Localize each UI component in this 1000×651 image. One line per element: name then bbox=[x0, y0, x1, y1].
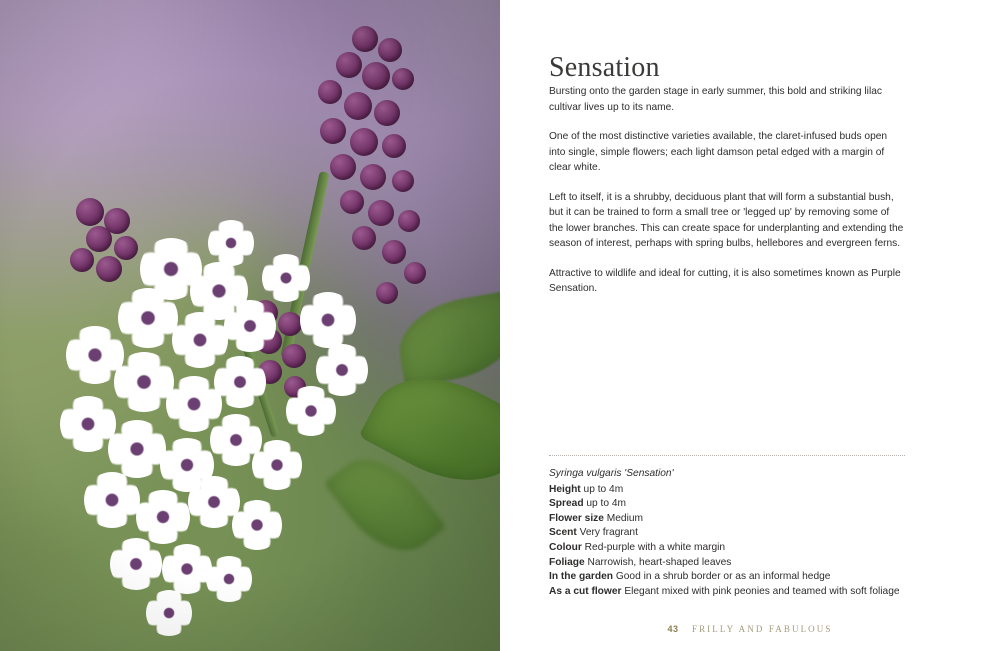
fact-key: Height bbox=[549, 483, 581, 495]
dotted-divider bbox=[549, 455, 905, 456]
lilac-bloom bbox=[110, 538, 162, 590]
flower-bud bbox=[376, 282, 398, 304]
fact-value: up to 4m bbox=[586, 498, 627, 510]
lilac-bloom bbox=[208, 220, 254, 266]
plant-fact-box bbox=[549, 455, 905, 599]
flower-bud bbox=[86, 226, 112, 252]
page-number: 43 bbox=[667, 624, 679, 634]
flower-bud bbox=[114, 236, 138, 260]
flower-bud bbox=[404, 262, 426, 284]
page-footer bbox=[500, 619, 1000, 637]
fact-value: Good in a shrub border or as an informal hedge bbox=[615, 571, 831, 583]
flower-bud bbox=[70, 248, 94, 272]
flower-bud bbox=[352, 26, 378, 52]
lilac-bloom bbox=[286, 386, 336, 436]
fact-row-height bbox=[549, 483, 905, 498]
fact-value: Very fragrant bbox=[579, 527, 638, 539]
fact-row-foliage bbox=[549, 556, 905, 571]
flower-bud bbox=[318, 80, 342, 104]
lilac-bloom bbox=[146, 590, 192, 636]
fact-row-spread bbox=[549, 497, 905, 512]
flower-bud bbox=[382, 134, 406, 158]
flower-bud bbox=[392, 170, 414, 192]
fact-row-in-the-garden bbox=[549, 570, 905, 585]
flower-bud bbox=[374, 100, 400, 126]
flower-bud bbox=[340, 190, 364, 214]
fact-value: Elegant mixed with pink peonies and teamed with soft foliage bbox=[624, 585, 900, 597]
flower-bud bbox=[336, 52, 362, 78]
flower-bud bbox=[320, 118, 346, 144]
fact-key: As a cut flower bbox=[549, 585, 622, 597]
flower-bud bbox=[378, 38, 402, 62]
flower-bud bbox=[382, 240, 406, 264]
fact-row-as-a-cut-flower bbox=[549, 585, 905, 600]
fact-row-colour bbox=[549, 541, 905, 556]
fact-key: Spread bbox=[549, 498, 584, 510]
body-paragraph-1: Bursting onto the garden stage in early summer, this bold and striking lilac cultivar lives up to its name. bbox=[549, 86, 882, 113]
flower-bud bbox=[350, 128, 378, 156]
flower-bud bbox=[392, 68, 414, 90]
flower-bud bbox=[360, 164, 386, 190]
flower-bud bbox=[76, 198, 104, 226]
chapter-title: FRILLY AND FABULOUS bbox=[691, 624, 833, 634]
text-page bbox=[500, 0, 1000, 651]
body-paragraph-2: One of the most distinctive varieties available, the claret-infused buds open into single, simple flowers; each light damson petal edged with a margin of clear white. bbox=[549, 131, 888, 173]
fact-key: Foliage bbox=[549, 556, 585, 568]
lilac-bloom bbox=[108, 420, 166, 478]
flower-bud bbox=[344, 92, 372, 120]
flower-bud bbox=[368, 200, 394, 226]
fact-key: Scent bbox=[549, 527, 577, 539]
fact-key: Flower size bbox=[549, 512, 604, 524]
body-paragraph-4: Attractive to wildlife and ideal for cutting, it is also sometimes known as Purple Sensation. bbox=[549, 267, 901, 294]
botanical-name: Syringa vulgaris 'Sensation' bbox=[549, 468, 674, 479]
lilac-bloom bbox=[162, 544, 212, 594]
lilac-bloom bbox=[300, 292, 356, 348]
lilac-bloom bbox=[114, 352, 174, 412]
lilac-bloom bbox=[316, 344, 368, 396]
fact-row-scent bbox=[549, 526, 905, 541]
fact-value: Narrowish, heart-shaped leaves bbox=[587, 556, 732, 568]
fact-key: Colour bbox=[549, 541, 582, 553]
article-content bbox=[549, 0, 905, 311]
lilac-bloom bbox=[206, 556, 252, 602]
lilac-bloom bbox=[136, 490, 190, 544]
lilac-bloom bbox=[172, 312, 228, 368]
flower-bud bbox=[96, 256, 122, 282]
flower-bud bbox=[330, 154, 356, 180]
lilac-bloom bbox=[118, 288, 178, 348]
fact-value: Medium bbox=[606, 512, 643, 524]
lilac-bloom bbox=[262, 254, 310, 302]
fact-row-flower-size bbox=[549, 512, 905, 527]
flower-bud bbox=[352, 226, 376, 250]
flower-bud bbox=[278, 312, 302, 336]
flower-bud bbox=[362, 62, 390, 90]
flower-bud bbox=[282, 344, 306, 368]
fact-value: up to 4m bbox=[583, 483, 624, 495]
lilac-bloom bbox=[214, 356, 266, 408]
lilac-bloom bbox=[252, 440, 302, 490]
lilac-bloom bbox=[232, 500, 282, 550]
lilac-bloom bbox=[84, 472, 140, 528]
flower-bud bbox=[398, 210, 420, 232]
body-paragraph-3: Left to itself, it is a shrubby, deciduous plant that will form a substantial bush, but it can be trained to form a small tree or 'legged up' by removing some of the lower branches. This can create space for underplanting and extending the season of interest, perhaps with spring bulbs, hellebores and evergreen ferns. bbox=[549, 191, 904, 249]
fact-key: In the garden bbox=[549, 571, 613, 583]
lilac-bloom bbox=[224, 300, 276, 352]
fact-value: Red-purple with a white margin bbox=[584, 541, 726, 553]
page-title: Sensation bbox=[549, 52, 660, 83]
